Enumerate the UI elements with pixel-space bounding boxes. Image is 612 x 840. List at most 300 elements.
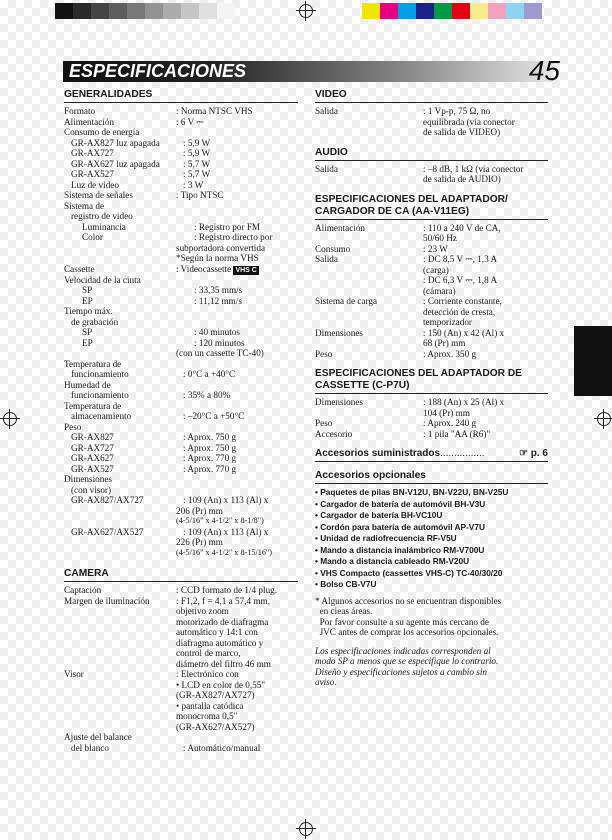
- spec-value: 104 (Pr) mm: [423, 407, 470, 418]
- page-number: 45: [528, 55, 560, 86]
- spec-label: Accesorio: [315, 428, 353, 439]
- spec-row: [315, 307, 548, 318]
- color-swatch: [434, 3, 452, 19]
- spec-row: [64, 648, 298, 659]
- spec-row: [64, 348, 298, 359]
- spec-value: : Norma NTSC VHS: [176, 106, 253, 116]
- spec-value: : F1,2, f = 4,1 a 57,4 mm,: [176, 595, 270, 606]
- spec-value: [176, 380, 298, 391]
- spec-row: [64, 285, 298, 296]
- disclaimer-line: modo SP a menos que se especifique lo contrario.: [315, 656, 499, 666]
- spec-label: Consumo: [315, 243, 351, 254]
- spec-label: GR-AX727: [71, 148, 114, 158]
- spec-row: [315, 429, 548, 440]
- spec-label: [315, 233, 423, 244]
- spec-label: Dimensiones: [315, 327, 363, 338]
- gray-swatch: [181, 3, 199, 19]
- spec-label: Peso: [315, 418, 333, 428]
- spec-label: Sistema de carga: [315, 296, 378, 306]
- spec-row: [64, 296, 298, 307]
- spec-row: [64, 138, 298, 149]
- spec-row: [64, 495, 298, 506]
- spec-label: del blanco: [71, 742, 110, 753]
- spec-row: [64, 732, 298, 743]
- spec-label: [64, 606, 176, 617]
- spec-value: (GR-AX627/AX527): [176, 721, 255, 732]
- spec-value: : Aprox. 750 g: [183, 442, 237, 453]
- spec-label: [315, 286, 423, 297]
- spec-row: [64, 169, 298, 180]
- spec-label: Luz de video: [71, 179, 119, 190]
- spec-label: Captación: [64, 585, 102, 595]
- spec-row: [64, 443, 298, 454]
- spec-value: : CCD formato de 1/4 plug.: [176, 585, 278, 595]
- spec-label: [64, 659, 176, 670]
- spec-label: [315, 127, 423, 138]
- spec-label: funcionamiento: [71, 390, 129, 400]
- spec-row: [64, 338, 298, 349]
- spec-value: : 11,12 mm/s: [194, 295, 242, 306]
- spec-value: : 5,7 W: [183, 158, 211, 169]
- gray-swatch: [55, 3, 73, 19]
- spec-label: GR-AX827 luz apagada: [71, 137, 160, 148]
- side-index-tab: [574, 326, 612, 396]
- spec-label: EP: [82, 295, 93, 306]
- audio-list: [315, 164, 548, 185]
- spec-label: SP: [82, 327, 93, 337]
- spec-value: : –20°C a +50°C: [183, 411, 245, 421]
- spec-row: [315, 418, 548, 429]
- generalidades-heading: GENERALIDADES: [64, 89, 298, 103]
- spec-value: • LCD en color de 0,55": [176, 679, 266, 690]
- spec-row: [64, 380, 298, 391]
- spec-row: [64, 148, 298, 159]
- spec-value: : DC 8,5 V ⎓, 1,3 A: [423, 254, 498, 264]
- spec-row: [64, 369, 298, 380]
- camera-list: [64, 585, 298, 753]
- spec-value: : 3 W: [183, 179, 204, 190]
- spec-row: [64, 548, 298, 559]
- spec-value: : 0°C a +40°C: [183, 369, 236, 379]
- vhs-c-logo-icon: VHS C: [235, 266, 257, 274]
- spec-label: [64, 537, 176, 548]
- gray-swatch: [127, 3, 145, 19]
- spec-value: : 110 a 240 V de CA,: [423, 222, 501, 233]
- spec-row: [315, 117, 548, 128]
- spec-row: [315, 328, 548, 339]
- spec-value: (carga): [423, 264, 449, 275]
- spec-label: [64, 243, 176, 254]
- spec-label: de grabación: [71, 316, 119, 327]
- spec-value: : 6 V ⎓: [176, 116, 204, 127]
- accessory-item: • Bolso CB-V7U: [315, 579, 377, 589]
- accessory-item: • Cargador de batería BH-VC10U: [315, 510, 443, 520]
- generalidades-list: [64, 106, 298, 558]
- spec-value: *Según la norma VHS: [176, 253, 259, 263]
- spec-value: [176, 127, 298, 138]
- spec-value: 226 (Pr) mm: [176, 537, 223, 547]
- color-swatch: [470, 3, 488, 19]
- spec-row: [315, 296, 548, 307]
- page-title: ESPECIFICACIONES: [69, 61, 247, 81]
- accessory-item: • VHS Compacto (cassettes VHS-C) TC-40/30/20: [315, 567, 503, 578]
- spec-value: objetivo zoom: [176, 606, 229, 616]
- spec-row: [64, 474, 298, 485]
- spec-row: [64, 127, 298, 138]
- spec-label: Salida: [315, 254, 338, 264]
- registration-mark-top-icon: [299, 4, 313, 18]
- spec-label: almacenamiento: [71, 411, 132, 421]
- accessories-supplied-line: [315, 448, 548, 462]
- spec-row: [64, 243, 298, 254]
- spec-value: (GR-AX827/AX727): [176, 690, 255, 700]
- spec-label: [315, 275, 423, 286]
- spec-value: monocroma 0,5": [176, 711, 238, 721]
- color-calibration-strip: [362, 3, 542, 19]
- spec-row: [64, 464, 298, 475]
- spec-row: [64, 117, 298, 128]
- spec-value: subportadora convertida: [176, 242, 266, 253]
- spec-label: Alimentación: [64, 116, 115, 127]
- spec-row: [64, 253, 298, 264]
- spec-label: [64, 722, 176, 733]
- note-line: Por favor consulte a su agente más cercano de: [315, 616, 489, 627]
- spec-label: Formato: [64, 106, 96, 116]
- spec-row: [64, 401, 298, 412]
- color-swatch: [506, 3, 524, 19]
- registration-mark-left-icon: [3, 412, 17, 426]
- spec-value: (4-5/16" x 4-1/2" x 8-15/16"): [176, 547, 272, 557]
- gray-swatch: [73, 3, 91, 19]
- spec-value: : 5,9 W: [183, 137, 211, 148]
- spec-label: [64, 506, 176, 517]
- spec-label: Dimensiones: [315, 397, 363, 407]
- spec-value: 68 (Pr) mm: [423, 338, 466, 348]
- spec-label: Dimensiones: [64, 474, 112, 484]
- spec-value: [176, 306, 298, 317]
- spec-row: [64, 659, 298, 670]
- note-line: JVC antes de comprar los accesorios opcionales.: [315, 627, 499, 637]
- spec-value: (con un cassette TC-40): [176, 348, 264, 358]
- spec-label: GR-AX527: [71, 463, 114, 474]
- spec-label: [315, 174, 423, 185]
- spec-row: [64, 537, 298, 548]
- spec-row: [64, 506, 298, 517]
- accessories-supplied-label: Accesorios suministrados: [315, 448, 441, 459]
- spec-row: [64, 606, 298, 617]
- generalidades-section: [64, 89, 298, 558]
- spec-value: [176, 474, 298, 485]
- spec-value: detección de cresta,: [423, 306, 496, 317]
- spec-row: [315, 244, 548, 255]
- spec-row: [64, 527, 298, 538]
- spec-label: Peso: [64, 421, 82, 432]
- spec-label: Visor: [64, 669, 84, 679]
- spec-value: : Automático/manual: [183, 742, 261, 753]
- spec-value: : 1 Vp-p, 75 Ω, no: [423, 106, 491, 116]
- spec-row: [64, 211, 298, 222]
- spec-row: [64, 317, 298, 328]
- spec-row: [64, 232, 298, 243]
- spec-row: [64, 422, 298, 433]
- spec-label: [64, 648, 176, 659]
- color-swatch: [452, 3, 470, 19]
- spec-label: Cassette: [64, 263, 95, 274]
- spec-label: Sistema de señales: [64, 190, 133, 200]
- spec-value: : 120 minutos: [194, 337, 245, 348]
- accessory-item: • Unidad de radiofrecuencia RF-V5U: [315, 533, 457, 543]
- spec-label: Peso: [315, 348, 333, 359]
- spec-row: [315, 349, 548, 360]
- spec-label: GR-AX627/AX527: [71, 526, 144, 537]
- spec-row: [64, 264, 298, 275]
- spec-value: : Videocassette VHS C: [176, 263, 257, 274]
- spec-row: [64, 516, 298, 527]
- spec-row: [64, 432, 298, 443]
- spec-label: [64, 638, 176, 649]
- spec-row: [64, 411, 298, 422]
- spec-value: [183, 211, 298, 222]
- audio-section: [315, 147, 548, 185]
- spec-label: [64, 690, 176, 701]
- spec-row: [64, 275, 298, 286]
- optional-accessories-list: [315, 487, 548, 591]
- spec-value: motorizado de diafragma: [176, 616, 269, 627]
- spec-row: [64, 359, 298, 370]
- registration-mark-bottom-icon: [299, 822, 313, 836]
- spec-value: [176, 422, 298, 433]
- spec-value: : 188 (An) x 25 (Al) x: [423, 397, 505, 407]
- spec-row: [315, 275, 548, 286]
- camera-section: [64, 568, 298, 753]
- spec-value: [183, 485, 298, 496]
- spec-value: [176, 732, 298, 743]
- registration-mark-right-icon: [597, 412, 611, 426]
- accessory-item: • Cordón para batería de automóvil AP-V7U: [315, 521, 485, 532]
- spec-row: [315, 106, 548, 117]
- left-column: [64, 89, 298, 762]
- spec-row: [64, 159, 298, 170]
- adapter-list: [315, 223, 548, 360]
- gray-swatch: [217, 3, 235, 19]
- spec-value: diámetro del filtro 46 mm: [176, 658, 271, 669]
- spec-label: Sistema de: [64, 200, 105, 211]
- spec-row: [64, 690, 298, 701]
- spec-row: [64, 722, 298, 733]
- spec-row: [64, 222, 298, 233]
- spec-label: Salida: [315, 106, 338, 116]
- spec-label: GR-AX527: [71, 169, 114, 179]
- spec-value: [183, 317, 298, 328]
- spec-value: : DC 6,3 V ⎓, 1,8 A: [423, 275, 498, 285]
- adapter-section: [315, 194, 548, 360]
- spec-value: : Tipo NTSC: [176, 190, 224, 200]
- spec-row: [64, 180, 298, 191]
- spec-row: [315, 265, 548, 276]
- spec-label: GR-AX627 luz apagada: [71, 158, 160, 169]
- spec-row: [64, 106, 298, 117]
- accessory-item: • Cargador de batería de automóvil BH-V3U: [315, 498, 486, 509]
- spec-row: [315, 408, 548, 419]
- disclaimer-line: Diseño y especificaciones sujetos a cambio sin: [315, 666, 487, 677]
- spec-label: EP: [82, 337, 93, 348]
- spec-value: : 109 (An) x 113 (Al) x: [183, 495, 269, 505]
- disclaimer-line: aviso.: [315, 677, 337, 687]
- color-swatch: [416, 3, 434, 19]
- accessories-supplied-dots: ................: [440, 448, 485, 459]
- spec-label: (con visor): [71, 484, 112, 495]
- spec-value: : Electrónico con: [176, 669, 239, 679]
- color-swatch: [524, 3, 542, 19]
- spec-value: (4-5/16" x 4-1/2" x 8-1/8"): [176, 516, 264, 525]
- color-swatch: [362, 3, 380, 19]
- color-swatch: [380, 3, 398, 19]
- spec-label: [64, 516, 176, 527]
- spec-value: : 40 minutos: [194, 327, 240, 337]
- spec-label: [64, 253, 176, 264]
- gray-calibration-strip: [55, 3, 235, 19]
- spec-value: : Aprox. 770 g: [183, 453, 237, 463]
- spec-label: Consumo de energía: [64, 127, 140, 137]
- spec-value: : Registro por FM: [194, 221, 261, 232]
- spec-row: [64, 190, 298, 201]
- spec-row: [315, 338, 548, 349]
- spec-label: [64, 627, 176, 638]
- spec-label: [64, 711, 176, 722]
- spec-value: de salida de AUDIO): [423, 174, 501, 184]
- spec-label: funcionamiento: [71, 369, 129, 379]
- spec-row: [64, 669, 298, 680]
- spec-label: [64, 701, 176, 712]
- spec-label: Luminancia: [82, 221, 126, 232]
- spec-label: Velocidad de la cinta: [64, 274, 141, 285]
- spec-row: [315, 286, 548, 297]
- spec-value: : Registro directo por: [194, 232, 273, 242]
- spec-value: : 150 (An) x 42 (Al) x: [423, 327, 505, 338]
- spec-row: [315, 223, 548, 234]
- spec-value: : 23 W: [423, 243, 448, 254]
- spec-label: [315, 117, 423, 128]
- spec-row: [315, 397, 548, 408]
- spec-value: 50/60 Hz: [423, 233, 457, 243]
- spec-value: 206 (Pr) mm: [176, 505, 223, 516]
- spec-label: [64, 617, 176, 628]
- spec-label: GR-AX827/AX727: [71, 495, 144, 505]
- spec-label: registro de video: [71, 211, 133, 221]
- spec-value: : 5,7 W: [183, 169, 211, 179]
- spec-row: [64, 701, 298, 712]
- spec-value: : Aprox. 750 g: [183, 432, 237, 442]
- spec-label: GR-AX727: [71, 442, 114, 453]
- audio-heading: AUDIO: [315, 147, 548, 161]
- cassette-adapter-section: [315, 368, 548, 439]
- spec-value: : 5,9 W: [183, 148, 211, 158]
- spec-label: [315, 265, 423, 276]
- spec-label: [315, 408, 423, 419]
- cassette-adapter-heading: ESPECIFICACIONES DEL ADAPTADOR DE CASSETTE (C-P7U): [315, 368, 548, 394]
- spec-value: equilibrada (vía conector: [423, 116, 515, 127]
- spec-value: (cámara): [423, 285, 456, 296]
- spec-value: diafragma automático y: [176, 637, 264, 648]
- spec-label: Tiempo máx.: [64, 306, 113, 316]
- spec-value: : –8 dB, 1 kΩ (vía conector: [423, 163, 524, 174]
- accessory-item: • Paquetes de pilas BN-V12U, BN-V22U, BN-V25U: [315, 487, 509, 497]
- spec-label: [315, 338, 423, 349]
- spec-row: [315, 254, 548, 265]
- spec-value: : 35% a 80%: [183, 390, 231, 400]
- video-section: [315, 89, 548, 138]
- spec-label: Ajuste del balance: [64, 732, 132, 742]
- spec-value: automático y 14:1 con: [176, 627, 258, 637]
- spec-value: • pantalla catódica: [176, 700, 244, 711]
- spec-value: control de marco,: [176, 648, 241, 658]
- spec-row: [64, 485, 298, 496]
- spec-label: Color: [82, 232, 103, 242]
- spec-value: : 109 (An) x 113 (Al) x: [183, 526, 269, 537]
- camera-heading: CAMERA: [64, 568, 298, 582]
- spec-label: GR-AX627: [71, 453, 114, 463]
- spec-value: [176, 201, 298, 212]
- spec-row: [64, 596, 298, 607]
- spec-row: [64, 617, 298, 628]
- video-heading: VIDEO: [315, 89, 548, 103]
- spec-row: [315, 233, 548, 244]
- spec-label: [64, 348, 176, 359]
- spec-label: Salida: [315, 163, 338, 174]
- color-swatch: [488, 3, 506, 19]
- spec-value: [176, 359, 298, 370]
- right-column: [315, 89, 548, 688]
- spec-row: [64, 327, 298, 338]
- spec-value: [176, 401, 298, 412]
- gray-swatch: [91, 3, 109, 19]
- color-swatch: [398, 3, 416, 19]
- spec-label: Temperatura de: [64, 400, 122, 411]
- spec-value: temporizador: [423, 317, 472, 327]
- spec-row: [64, 627, 298, 638]
- spec-value: : 33,35 mm/s: [194, 285, 243, 295]
- spec-row: [64, 711, 298, 722]
- spec-label: [315, 317, 423, 328]
- gray-swatch: [145, 3, 163, 19]
- accessories-page-ref[interactable]: ☞ p. 6: [519, 448, 548, 459]
- spec-row: [315, 127, 548, 138]
- spec-value: [176, 275, 298, 286]
- video-list: [315, 106, 548, 138]
- spec-label: GR-AX827: [71, 432, 114, 442]
- spec-label: Alimentación: [315, 222, 366, 233]
- spec-row: [315, 317, 548, 328]
- spec-row: [64, 638, 298, 649]
- accessory-item: • Mando a distancia inalámbrico RM-V700U: [315, 544, 485, 555]
- availability-note: [315, 596, 548, 638]
- spec-value: : Aprox. 770 g: [183, 463, 237, 474]
- note-line: * Algunos accesorios no se encuentran disponibles: [315, 595, 502, 606]
- note-line: en cieas áreas.: [315, 606, 373, 616]
- spec-row: [315, 164, 548, 175]
- adapter-heading: ESPECIFICACIONES DEL ADAPTADOR/ CARGADOR DE CA (AA-V11EG): [315, 194, 548, 220]
- spec-value: : Aprox. 240 g: [423, 418, 477, 428]
- disclaimer-line: Los especificaciones indicadas corresponden al: [315, 645, 491, 656]
- title-banner: [63, 61, 553, 82]
- spec-row: [64, 743, 298, 754]
- spec-label: Humedad de: [64, 379, 111, 390]
- spec-row: [64, 306, 298, 317]
- gray-swatch: [163, 3, 181, 19]
- spec-value: de salida de VIDEO): [423, 127, 501, 137]
- spec-value: : 1 pila "AA (R6)": [423, 428, 491, 439]
- spec-label: [315, 307, 423, 318]
